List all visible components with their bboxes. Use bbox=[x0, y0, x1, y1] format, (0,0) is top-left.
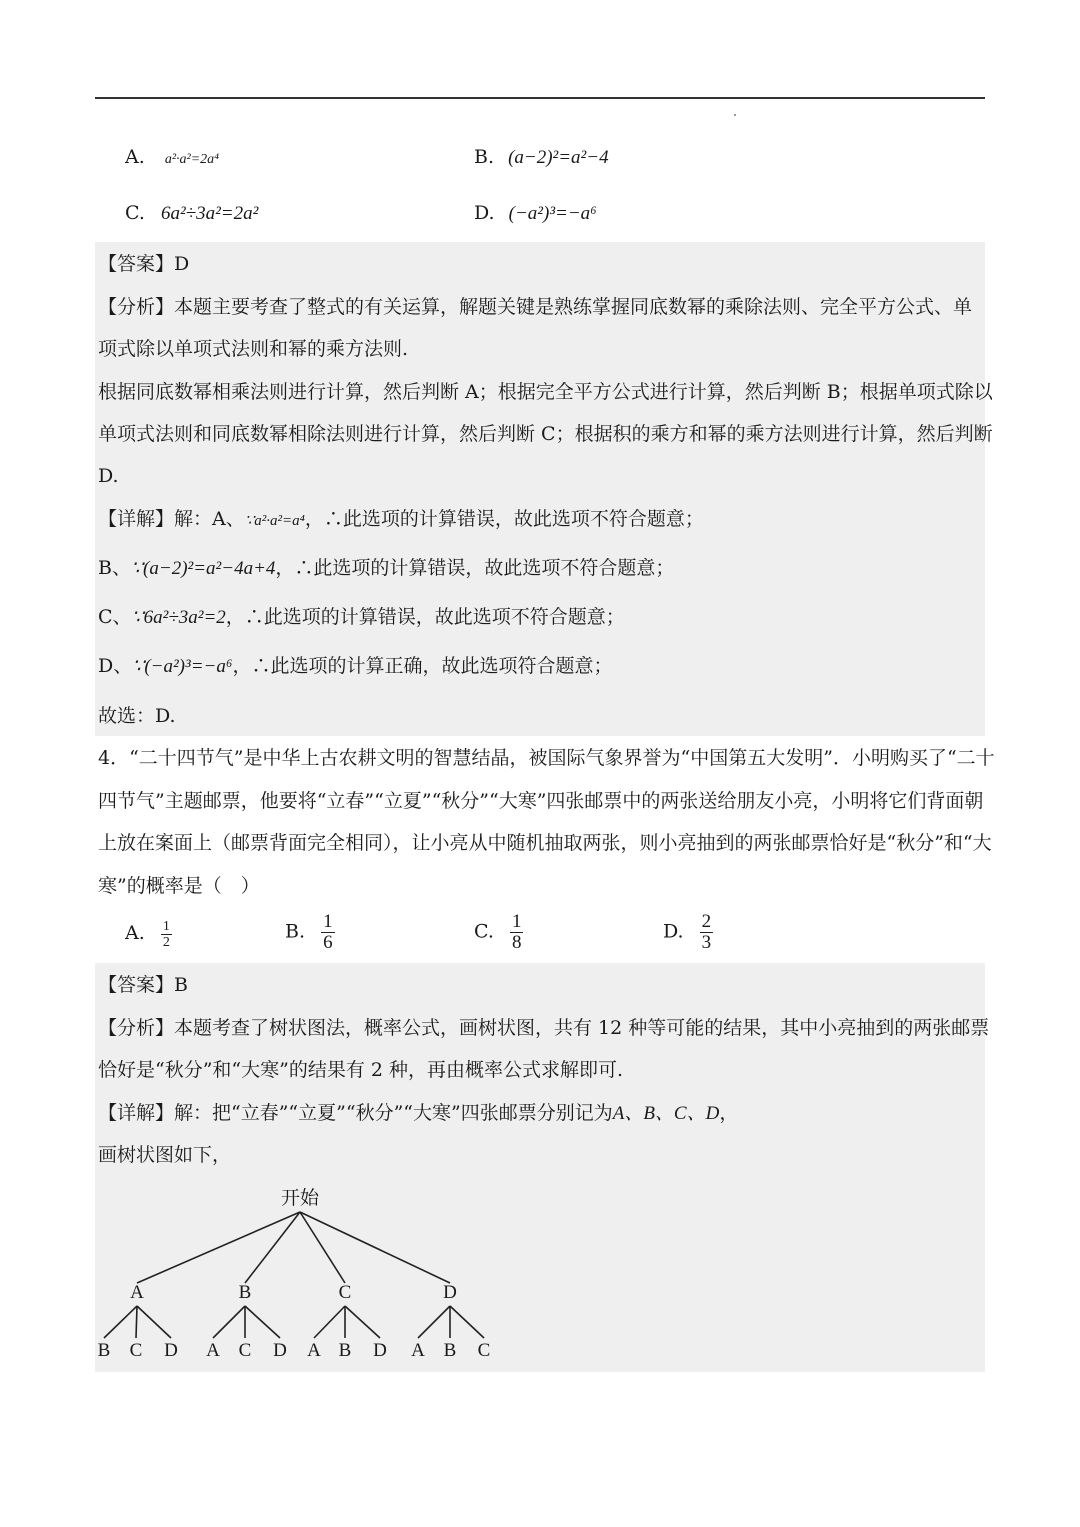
scan-dot bbox=[734, 114, 736, 116]
q4-option-c-fraction bbox=[510, 912, 524, 953]
q3-option-b-expr: (a−2)²=a²−4 bbox=[508, 147, 609, 168]
tree-leaf-b-2: C bbox=[238, 1340, 252, 1361]
q3-analysis-line-4: 单项式法则和同底数幂相除法则进行计算，然后判断 C；根据积的乘方和幂的乘方法则进行计算，然后判断 bbox=[98, 423, 993, 445]
q4-option-c-den: 8 bbox=[511, 932, 522, 953]
q3-analysis-line-5: D. bbox=[98, 465, 119, 487]
q3-detail-c bbox=[98, 605, 625, 630]
tree-leaf-d-2: B bbox=[443, 1340, 457, 1361]
q3-option-a-label: A. bbox=[125, 146, 145, 168]
q3-option-d-expr: (−a²)³=−a⁶ bbox=[508, 203, 597, 224]
q3-detail-c-expr: ∵6a²÷3a²=2 bbox=[131, 607, 226, 628]
q4-detail-line-1 bbox=[98, 1101, 738, 1126]
q4-analysis-line-1: 【分析】本题考查了树状图法，概率公式，画树状图，共有 12 种等可能的结果，其中小亮抽到的两张邮票 bbox=[98, 1017, 990, 1039]
q4-option-d-fraction bbox=[700, 912, 714, 953]
q3-option-c-label: C. bbox=[125, 202, 145, 224]
tree-leaf-a-2: C bbox=[129, 1340, 143, 1361]
tree-node-c: C bbox=[338, 1282, 352, 1303]
q3-option-d-label: D. bbox=[474, 202, 495, 224]
tree-edge-a-1 bbox=[104, 1306, 137, 1338]
q4-detail-line-1-letters: A、B、C、D bbox=[612, 1103, 720, 1124]
tree-leaf-b-1: A bbox=[206, 1340, 220, 1361]
q3-option-d bbox=[474, 198, 597, 229]
q3-detail-c-text: ，∴此选项的计算错误，故此选项不符合题意； bbox=[225, 606, 625, 628]
q4-stem-line-1: 4．“二十四节气”是中华上古农耕文明的智慧结晶，被国际气象界誉为“中国第五大发明”．小明购买了“二十 bbox=[98, 747, 995, 769]
tree-leaf-a-3: D bbox=[164, 1340, 178, 1361]
q3-detail-d-text: ，∴此选项的计算正确，故此选项符合题意； bbox=[232, 655, 613, 677]
q4-stem-line-2: 四节气”主题邮票，他要将“立春”“立夏”“秋分”“大寒”四张邮票中的两张送给朋友小亮，小明将它们背面朝 bbox=[98, 790, 984, 812]
tree-leaf-c-2: B bbox=[338, 1340, 352, 1361]
q4-option-d bbox=[663, 912, 713, 953]
q4-detail-line-2: 画树状图如下， bbox=[98, 1144, 232, 1166]
q4-analysis-line-2: 恰好是“秋分”和“大寒”的结果有 2 种，再由概率公式求解即可. bbox=[98, 1059, 624, 1081]
q3-option-a bbox=[125, 142, 219, 175]
tree-leaf-c-3: D bbox=[373, 1340, 387, 1361]
tree-edge-a-2 bbox=[136, 1306, 137, 1338]
q4-option-a-fraction bbox=[161, 919, 172, 950]
q4-option-d-den: 3 bbox=[701, 932, 712, 953]
tree-leaf-d-1: A bbox=[411, 1340, 425, 1361]
q3-detail-a bbox=[98, 507, 704, 533]
q3-detail-a-text: ，∴此选项的计算错误，故此选项不符合题意； bbox=[304, 508, 704, 530]
q3-detail-a-prefix: 【详解】解：A、 bbox=[98, 508, 245, 530]
tree-leaf-d-3: C bbox=[477, 1340, 491, 1361]
q3-detail-d-expr: ∵(−a²)³=−a⁶ bbox=[132, 656, 233, 677]
tree-leaf-c-1: A bbox=[307, 1340, 321, 1361]
tree-node-d: D bbox=[443, 1282, 457, 1303]
q4-option-a-num: 1 bbox=[162, 918, 170, 934]
tree-edge-root-b bbox=[245, 1212, 300, 1283]
q4-option-b-label: B. bbox=[285, 920, 306, 943]
q4-option-b-den: 6 bbox=[323, 932, 333, 953]
q3-analysis-line-1: 【分析】本题主要考查了整式的有关运算，解题关键是熟练掌握同底数幂的乘除法则、完全平方公式、单 bbox=[98, 296, 973, 318]
q3-option-b bbox=[474, 142, 609, 173]
q3-answer: 【答案】D bbox=[98, 253, 190, 275]
q4-option-c-label: C. bbox=[474, 920, 494, 943]
header-rule bbox=[95, 97, 985, 99]
q4-option-c-num: 1 bbox=[511, 911, 522, 932]
q3-conclusion: 故选：D. bbox=[98, 705, 176, 727]
q4-option-a-den: 2 bbox=[162, 934, 170, 950]
q3-detail-b bbox=[98, 556, 674, 581]
q4-option-a bbox=[125, 918, 172, 950]
q3-analysis-line-2: 项式除以单项式法则和幂的乘方法则. bbox=[98, 338, 409, 360]
q3-option-c bbox=[125, 198, 258, 229]
q4-stem-line-4: 寒”的概率是（ ） bbox=[98, 875, 260, 897]
tree-root-label: 开始 bbox=[280, 1187, 320, 1209]
tree-edge-c-1 bbox=[314, 1306, 345, 1338]
q4-option-d-label: D. bbox=[663, 920, 684, 943]
q4-option-b bbox=[285, 912, 335, 953]
tree-edge-b-1 bbox=[213, 1306, 245, 1338]
q3-analysis-line-3: 根据同底数幂相乘法则进行计算，然后判断 A；根据完全平方公式进行计算，然后判断 B；根据单项式除以 bbox=[98, 381, 993, 403]
tree-edge-a-3 bbox=[137, 1306, 171, 1338]
q4-detail-line-1-text: 【详解】解：把“立春”“立夏”“秋分”“大寒”四张邮票分别记为 bbox=[98, 1102, 613, 1124]
tree-leaf-a-1: B bbox=[97, 1340, 111, 1361]
tree-edge-d-1 bbox=[418, 1306, 450, 1338]
tree-node-a: A bbox=[130, 1282, 144, 1303]
q4-option-c bbox=[474, 912, 523, 953]
q3-detail-a-expr: ∵a²·a²=a⁴ bbox=[244, 513, 305, 529]
q3-option-b-label: B. bbox=[474, 146, 495, 168]
tree-node-b: B bbox=[238, 1282, 252, 1303]
q3-detail-b-text: ，∴此选项的计算错误，故此选项不符合题意； bbox=[275, 557, 675, 579]
q3-option-c-expr: 6a²÷3a²=2a² bbox=[160, 203, 259, 224]
q3-detail-c-prefix: C、 bbox=[98, 606, 132, 628]
q4-answer: 【答案】B bbox=[98, 974, 188, 996]
tree-edge-c-3 bbox=[345, 1306, 380, 1338]
tree-edge-b-3 bbox=[245, 1306, 280, 1338]
q4-detail-line-1-end: ， bbox=[719, 1102, 739, 1124]
q4-option-b-fraction bbox=[321, 912, 335, 953]
q3-detail-b-expr: ∵(a−2)²=a²−4a+4 bbox=[130, 558, 276, 579]
q4-option-a-label: A. bbox=[125, 922, 145, 944]
q4-stem-line-3: 上放在案面上（邮票背面完全相同），让小亮从中随机抽取两张，则小亮抽到的两张邮票恰好是“秋分”和“大 bbox=[98, 832, 992, 854]
tree-edge-d-3 bbox=[450, 1306, 484, 1338]
q3-detail-d bbox=[98, 654, 612, 679]
q3-option-a-expr: a²·a²=2a⁴ bbox=[164, 152, 220, 167]
q4-option-b-num: 1 bbox=[323, 911, 333, 932]
tree-edge-root-a bbox=[137, 1212, 300, 1283]
q3-detail-d-prefix: D、 bbox=[98, 655, 133, 677]
tree-leaf-b-3: D bbox=[273, 1340, 287, 1361]
q4-option-d-num: 2 bbox=[701, 911, 712, 932]
probability-tree-diagram bbox=[95, 1180, 515, 1365]
q3-detail-b-prefix: B、 bbox=[98, 557, 131, 579]
